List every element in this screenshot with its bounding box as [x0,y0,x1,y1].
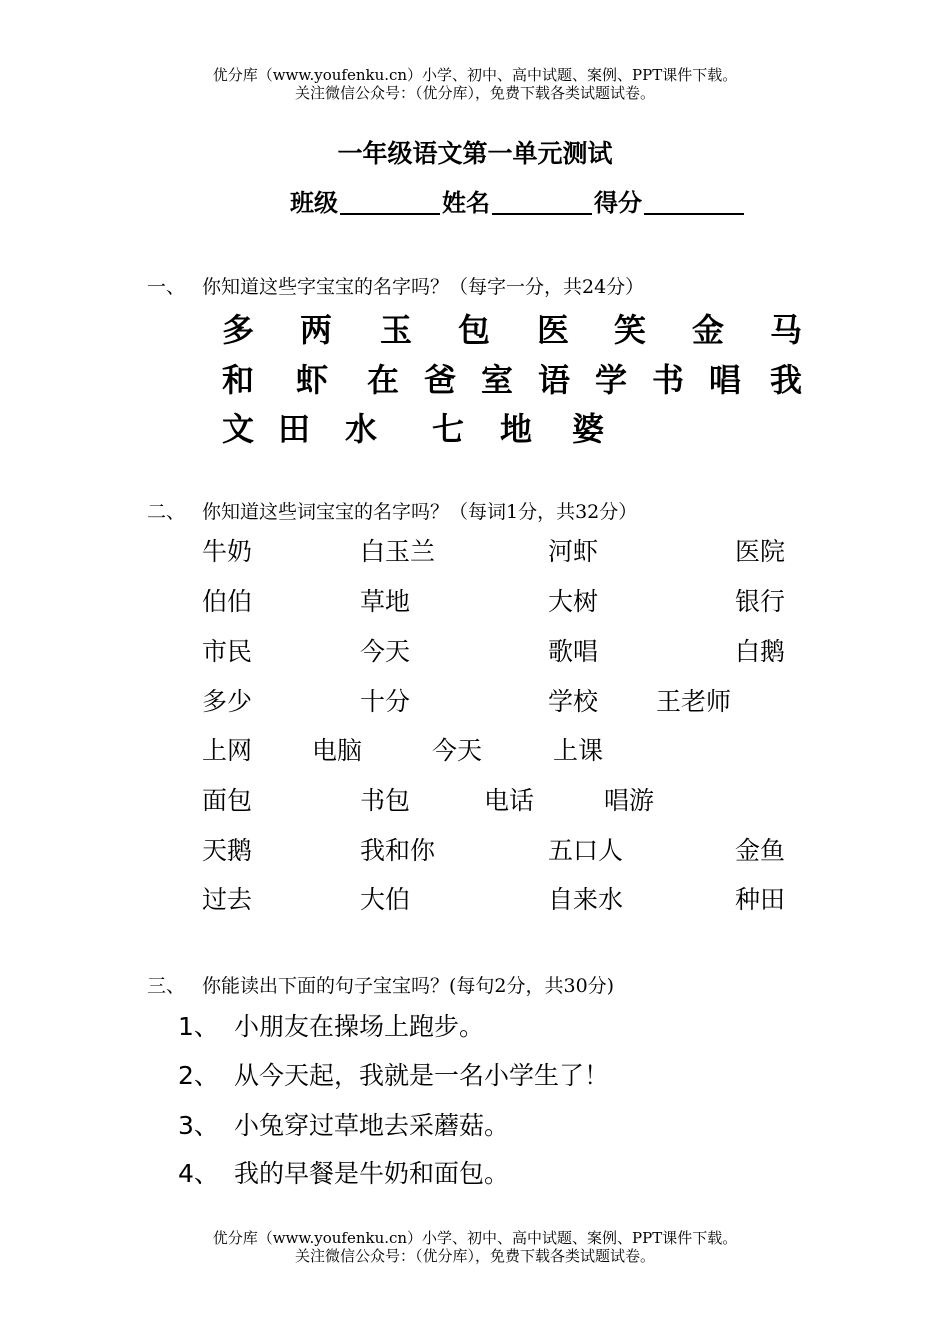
sentence-text: 我的早餐是牛奶和面包。 [234,1159,510,1188]
word-item: 电话 [484,786,535,815]
char-cell: 唱 [709,361,742,399]
section-2-number: 二、 [147,501,186,523]
char-cell: 爸 [424,361,457,399]
char-cell: 语 [538,361,571,399]
section-1-number: 一、 [147,276,186,298]
word-item: 河虾 [548,537,599,566]
char-cell: 马 [770,311,803,349]
char-cell: 包 [458,311,491,349]
word-item: 白鹅 [735,637,786,666]
sentence-number: 1、 [178,1012,219,1041]
word-item: 金鱼 [735,836,786,865]
char-cell: 虾 [296,361,329,399]
footer-line-2: 关注微信公众号：（优分库），免费下载各类试题试卷。 [294,1247,655,1265]
sentence-item [178,1154,509,1190]
sentence-item [178,1106,509,1142]
page-footer [0,1229,950,1265]
char-cell: 金 [692,311,725,349]
section-2-heading [147,497,637,524]
sentence-text: 从今天起，我就是一名小学生了！ [234,1061,610,1090]
word-item: 唱游 [604,786,655,815]
word-item: 书包 [360,786,411,815]
sentence-number: 3、 [178,1111,219,1140]
section-3-number: 三、 [147,975,186,997]
sentence-text: 小朋友在操场上跑步。 [234,1012,485,1041]
word-item: 今天 [360,637,411,666]
class-label: 班级 [290,189,338,217]
word-item: 银行 [735,587,786,616]
word-item: 伯伯 [202,587,253,616]
header-line-2: 关注微信公众号：（优分库），免费下载各类试题试卷。 [294,84,655,102]
word-item: 白玉兰 [360,537,436,566]
word-item: 牛奶 [202,537,253,566]
word-item: 种田 [735,885,786,914]
word-item: 电脑 [312,736,363,765]
sentence-number: 4、 [178,1159,219,1188]
footer-line-1: 优分库（www.youfenku.cn）小学、初中、高中试题、案例、PPT课件下载。 [212,1229,738,1247]
char-cell: 笑 [614,311,647,349]
word-item: 王老师 [656,687,732,716]
char-cell: 田 [278,410,311,448]
word-item: 歌唱 [548,637,599,666]
word-item: 学校 [548,687,599,716]
section-3-heading [147,971,614,998]
char-cell: 室 [481,361,514,399]
word-item: 大树 [548,587,599,616]
word-item: 我和你 [360,836,436,865]
char-cell: 医 [537,311,570,349]
word-item: 过去 [202,885,253,914]
char-cell: 多 [222,311,255,349]
section-1-heading [147,272,644,299]
word-item: 上网 [202,736,253,765]
char-cell: 在 [367,361,400,399]
word-item: 面包 [202,786,253,815]
char-cell: 学 [595,361,628,399]
char-cell: 和 [222,361,255,399]
word-item: 十分 [360,687,411,716]
section-2-title: 你知道这些词宝宝的名字吗？（每词1分，共32分） [202,501,638,523]
header-line-1: 优分库（www.youfenku.cn）小学、初中、高中试题、案例、PPT课件下载。 [212,66,738,84]
char-cell: 文 [222,410,255,448]
word-item: 大伯 [360,885,411,914]
page-title: 一年级语文第一单元测试 [337,139,613,168]
word-item: 今天 [432,736,483,765]
class-blank [340,213,440,215]
section-3-title: 你能读出下面的句子宝宝吗？(每句2分，共30分) [202,975,615,997]
char-cell: 水 [345,410,378,448]
name-label: 姓名 [442,189,490,217]
char-cell: 七 [432,410,465,448]
word-item: 多少 [202,687,253,716]
word-item: 自来水 [548,885,624,914]
sentence-text: 小兔穿过草地去采蘑菇。 [234,1111,510,1140]
word-item: 草地 [360,587,411,616]
word-item: 市民 [202,637,253,666]
char-cell: 玉 [380,311,413,349]
char-cell: 书 [652,361,685,399]
student-info-line [290,183,746,218]
char-cell: 婆 [572,410,605,448]
score-label: 得分 [594,189,642,217]
word-item: 天鹅 [202,836,253,865]
name-blank [492,213,592,215]
word-item: 医院 [735,537,786,566]
sentence-item [178,1056,609,1092]
sentence-number: 2、 [178,1061,219,1090]
word-item: 上课 [553,736,604,765]
word-item: 五口人 [548,836,624,865]
page-header [0,66,950,102]
score-blank [644,213,744,215]
sentence-item [178,1007,484,1043]
char-cell: 两 [300,311,333,349]
char-cell: 我 [770,361,803,399]
section-1-title: 你知道这些字宝宝的名字吗？（每字一分，共24分） [202,276,645,298]
char-cell: 地 [500,410,533,448]
